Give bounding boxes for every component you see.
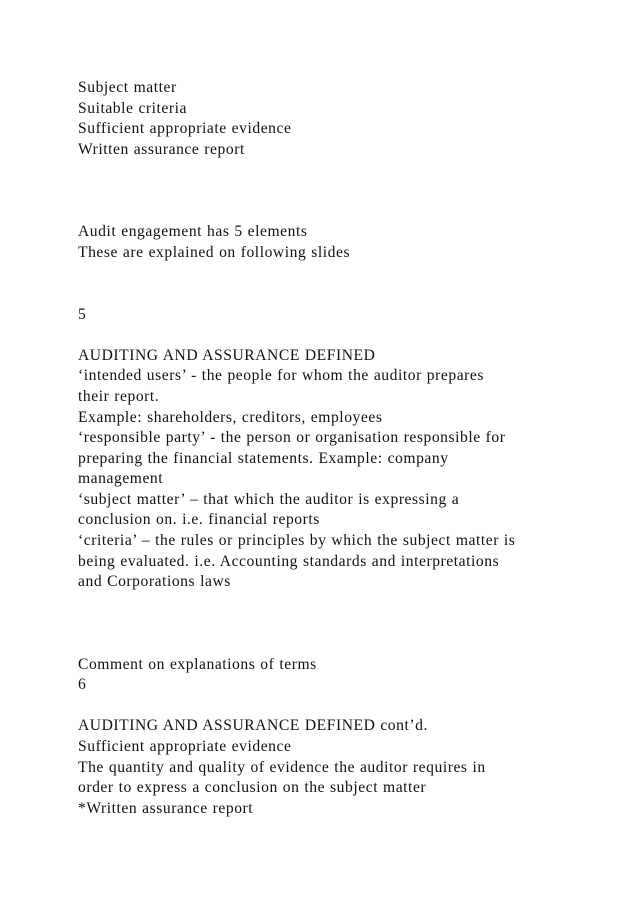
- text-line: conclusion on. i.e. financial reports: [78, 511, 320, 529]
- text-line: These are explained on following slides: [78, 243, 351, 261]
- text-line: preparing the financial statements. Example: company: [78, 449, 449, 467]
- text-line: being evaluated. i.e. Accounting standards and interpretations: [78, 552, 500, 570]
- blank-line: [78, 263, 578, 284]
- text-line: Sufficient appropriate evidence: [78, 738, 292, 755]
- text-line: The quantity and quality of evidence the auditor requires in: [78, 758, 486, 776]
- text-line: ‘criteria’ – the rules or principles by which the subject matter is: [78, 532, 516, 550]
- text-line: ‘subject matter’ – that which the auditor is expressing a: [78, 490, 460, 508]
- text-line: management: [78, 470, 164, 488]
- section-heading: AUDITING AND ASSURANCE DEFINED: [78, 346, 376, 364]
- text-line: Comment on explanations of terms: [78, 655, 317, 673]
- text-line: Written assurance report: [78, 140, 245, 158]
- text-line: and Corporations laws: [78, 573, 231, 591]
- text-line: ‘intended users’ - the people for whom the auditor prepares: [78, 367, 485, 385]
- slide-number: 5: [78, 305, 87, 323]
- section-heading: AUDITING AND ASSURANCE DEFINED cont’d.: [78, 717, 428, 735]
- text-line: *Written assurance report: [78, 799, 254, 817]
- text-line: Sufficient appropriate evidence: [78, 120, 292, 138]
- text-line: order to express a conclusion on the subject matter: [78, 779, 427, 797]
- blank-line: [78, 202, 578, 223]
- text-line: ‘responsible party’ - the person or organisation responsible for: [78, 429, 506, 447]
- text-line: Suitable criteria: [78, 99, 188, 117]
- slide-number: 6: [78, 676, 87, 694]
- text-line: Example: shareholders, creditors, employees: [78, 408, 383, 426]
- blank-line: [78, 325, 578, 346]
- text-line: Subject matter: [78, 79, 177, 96]
- blank-line: [78, 696, 578, 717]
- blank-line: [78, 634, 578, 655]
- text-line: their report.: [78, 387, 160, 405]
- blank-line: [78, 160, 578, 181]
- blank-line: [78, 593, 578, 614]
- blank-line: [78, 613, 578, 634]
- document-text: [78, 78, 578, 819]
- text-line: Audit engagement has 5 elements: [78, 223, 308, 241]
- blank-line: [78, 284, 578, 305]
- blank-line: [78, 181, 578, 202]
